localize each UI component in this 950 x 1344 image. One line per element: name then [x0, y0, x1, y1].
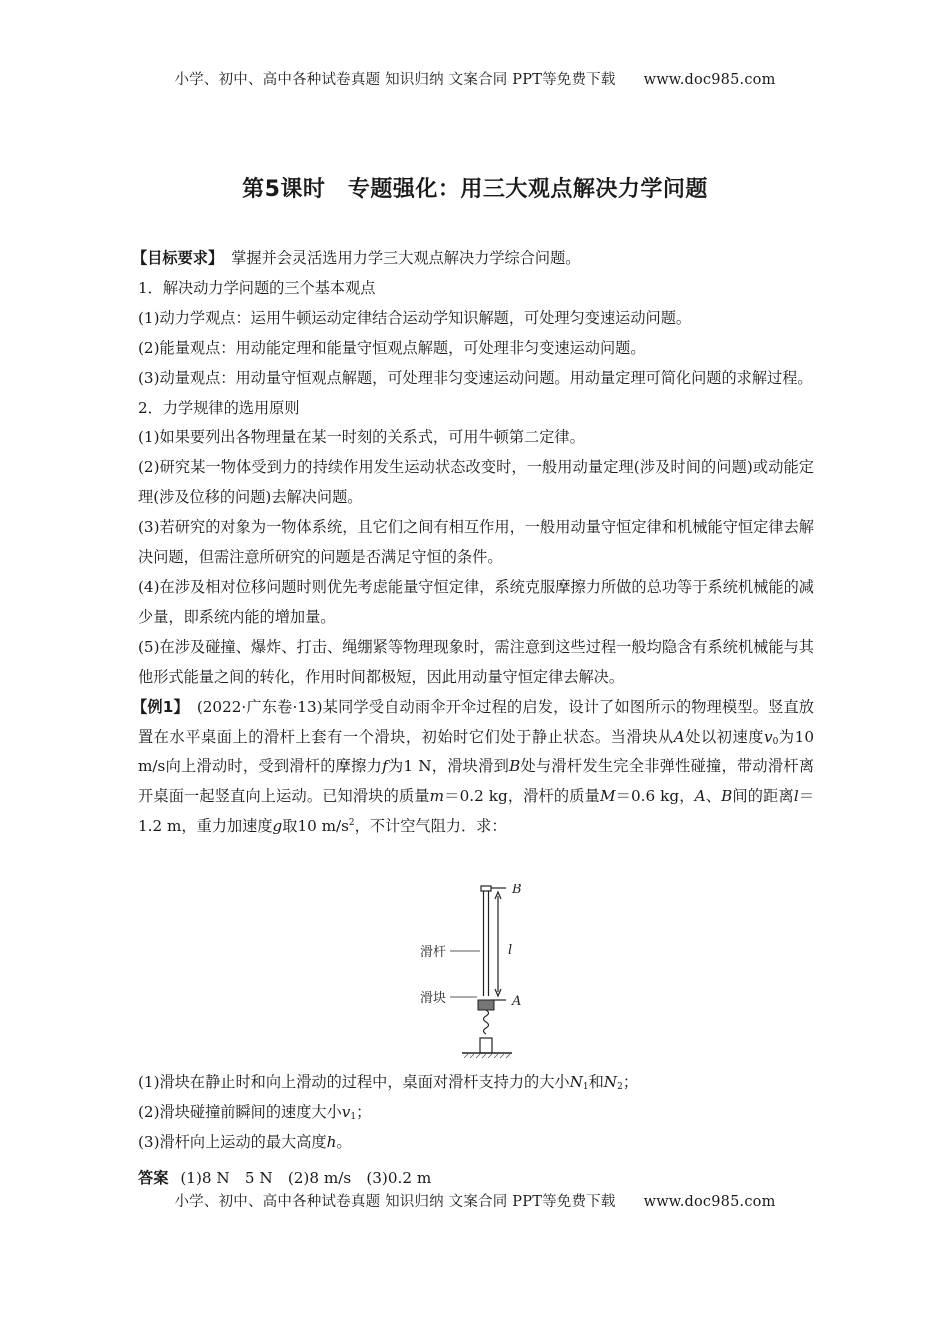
goal-paragraph [132, 244, 814, 274]
section2-heading: 2．力学规律的选用原则 [138, 398, 300, 417]
section1-item-2: (2)能量观点：用动能定理和能量守恒观点解题，可处理非匀变速运动问题。 [138, 338, 646, 357]
question-3: (3)滑杆向上运动的最大高度h。 [138, 1133, 352, 1151]
answer [138, 1167, 431, 1188]
figure-point-b: B [512, 884, 522, 897]
goal-label: 【目标要求】 [132, 249, 224, 267]
example-paragraph: 【例1】 (2022·广东卷·13)某同学受自动雨伞开伞过程的启发，设计了如图所示的物理模型。竖直放置在水平桌面上的滑杆上套有一个滑块，初始时它们处于静止状态。当滑块从A处以初速度$v_0$为10 m/s向上滑动时，受到滑杆的摩擦力f为1 N，滑块滑到B处与滑杆发生完全非弹性碰撞，带动滑杆离开桌面一起竖直向上运动。已知滑块的质量m＝0.2 kg，滑杆的质量M＝0.6 kg，A、B间的距离l＝1.2 m，重力加速度g取10 $m/s^2$，不计空气阻力．求： [132, 697, 815, 836]
section2-item-3: (3)若研究的对象为一物体系统，且它们之间有相互作用，一般用动量守恒定律和机械能守恒定律去解决问题，但需注意所研究的问题是否满足守恒的条件。 [138, 518, 814, 567]
figure-point-a: A [512, 994, 522, 1009]
page-footer [0, 1190, 950, 1211]
section1-item-1: (1)动力学观点：运用牛顿运动定律结合运动学知识解题，可处理匀变速运动问题。 [138, 308, 692, 327]
section1-item-3: (3)动量观点：用动量守恒观点解题，可处理非匀变速运动问题。用动量定理可简化问题的求解过程。 [138, 368, 813, 387]
slider-block-shape [478, 1000, 494, 1010]
slider-rod-figure [420, 884, 530, 1059]
figure-block-label: 滑块 [420, 991, 447, 1006]
main-content [132, 244, 815, 842]
example-label: 【例1】 [132, 697, 189, 716]
answer-text: (1)8 N 5 N (2)8 m/s (3)0.2 m [180, 1169, 432, 1187]
section2-item-5: (5)在涉及碰撞、爆炸、打击、绳绷紧等物理现象时，需注意到这些过程一般均隐含有系统机械能与其他形式能量之间的转化，作用时间都极短，因此用动量守恒定律去解决。 [138, 637, 814, 686]
page-header [0, 68, 950, 89]
goal-text: 掌握并会灵活选用力学三大观点解决力学综合问题。 [231, 249, 581, 267]
section2-item-2: (2)研究某一物体受到力的持续作用发生运动状态改变时，一般用动量定理(涉及时间的问题)或动能定理(涉及位移的问题)去解决问题。 [138, 458, 814, 507]
footer-text: 小学、初中、高中各种试卷真题 知识归纳 文案合同 PPT等免费下载 [174, 1194, 616, 1210]
header-text: 小学、初中、高中各种试卷真题 知识归纳 文案合同 PPT等免费下载 [174, 72, 616, 88]
section1-heading: 1．解决动力学问题的三个基本观点 [138, 278, 376, 297]
question-1: (1)滑块在静止时和向上滑动的过程中，桌面对滑杆支持力的大小$N_1$和$N_2$； [138, 1073, 639, 1092]
figure-length-l: l [508, 943, 513, 958]
page-title: 第5课时 专题强化：用三大观点解决力学问题 [242, 177, 708, 202]
question-2: (2)滑块碰撞前瞬间的速度大小$v_1$； [138, 1103, 372, 1122]
header-url[interactable]: www.doc985.com [643, 72, 776, 88]
footer-url[interactable]: www.doc985.com [643, 1194, 776, 1210]
questions [138, 1067, 814, 1157]
figure-rod-label: 滑杆 [420, 945, 447, 960]
example-source: (2022·广东卷·13) [196, 697, 323, 716]
section2-item-4: (4)在涉及相对位移问题时则优先考虑能量守恒定律，系统克服摩擦力所做的总功等于系统机械能的减少量，即系统内能的增加量。 [138, 577, 814, 626]
section2-item-1: (1)如果要列出各物理量在某一时刻的关系式，可用牛顿第二定律。 [138, 428, 585, 447]
answer-label: 答案 [138, 1169, 169, 1187]
